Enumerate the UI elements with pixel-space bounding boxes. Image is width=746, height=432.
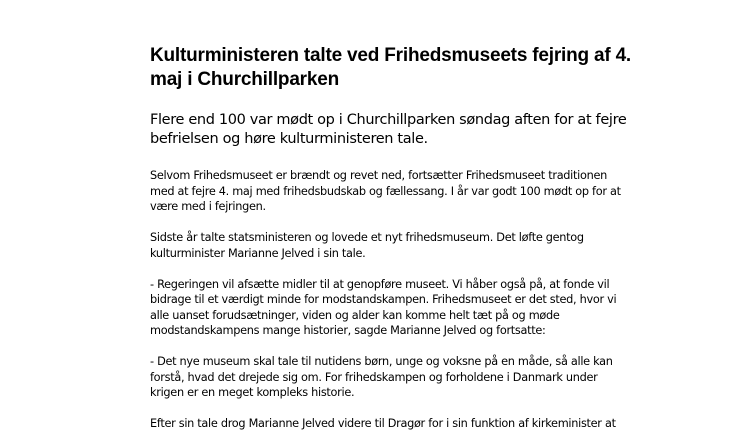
body-line: Efter sin tale drog Marianne Jelved videre til Dragør for i sin funktion af kirkeminister at [150, 417, 616, 430]
body-line: alle uanset forudsætninger, viden og alder kan komme helt tæt på og møde [150, 308, 560, 322]
body-line: med at fejre 4. maj med frihedsbudskab og fællessang. I år var godt 100 mødt op for at [150, 184, 621, 198]
article-lead [150, 111, 695, 149]
body-paragraph-4 [150, 354, 695, 401]
body-line: modstandskampens mange historier, sagde Marianne Jelved og fortsatte: [150, 324, 546, 337]
body-paragraph-5 [150, 416, 695, 432]
body-paragraph-1 [150, 168, 695, 215]
lead-line: befrielsen og høre kulturministeren tale. [150, 131, 428, 147]
body-paragraph-3 [150, 277, 695, 339]
body-line: krigen er en meget kompleks historie. [150, 386, 355, 399]
headline-line: Kulturministeren talte ved Frihedsmuseets fejring af 4. [150, 45, 632, 66]
body-line: være med i fejringen. [150, 200, 266, 213]
article [150, 44, 695, 432]
body-paragraph-2 [150, 230, 695, 261]
lead-line: Flere end 100 var mødt op i Churchillparken søndag aften for at fejre [150, 112, 627, 128]
body-line: forstå, hvad det drejede sig om. For frihedskampen og forholdene i Danmark under [150, 370, 598, 384]
body-line: Selvom Frihedsmuseet er brændt og revet ned, fortsætter Frihedsmuseet traditionen [150, 169, 607, 182]
body-line: kulturminister Marianne Jelved i sin tale. [150, 246, 366, 260]
article-headline [150, 44, 695, 92]
headline-line: maj i Churchillparken [150, 69, 340, 90]
body-line: bidrage til et værdigt minde for modstandskampen. Frihedsmuseet er det sted, hvor vi [150, 293, 617, 306]
body-line: Sidste år talte statsministeren og lovede et nyt frihedsmuseum. Det løfte gentog [150, 231, 584, 244]
body-line: - Regeringen vil afsætte midler til at genopføre museet. Vi håber også på, at fonde vil [150, 277, 610, 291]
body-line: - Det nye museum skal tale til nutidens børn, unge og voksne på en måde, så alle kan [150, 355, 613, 368]
